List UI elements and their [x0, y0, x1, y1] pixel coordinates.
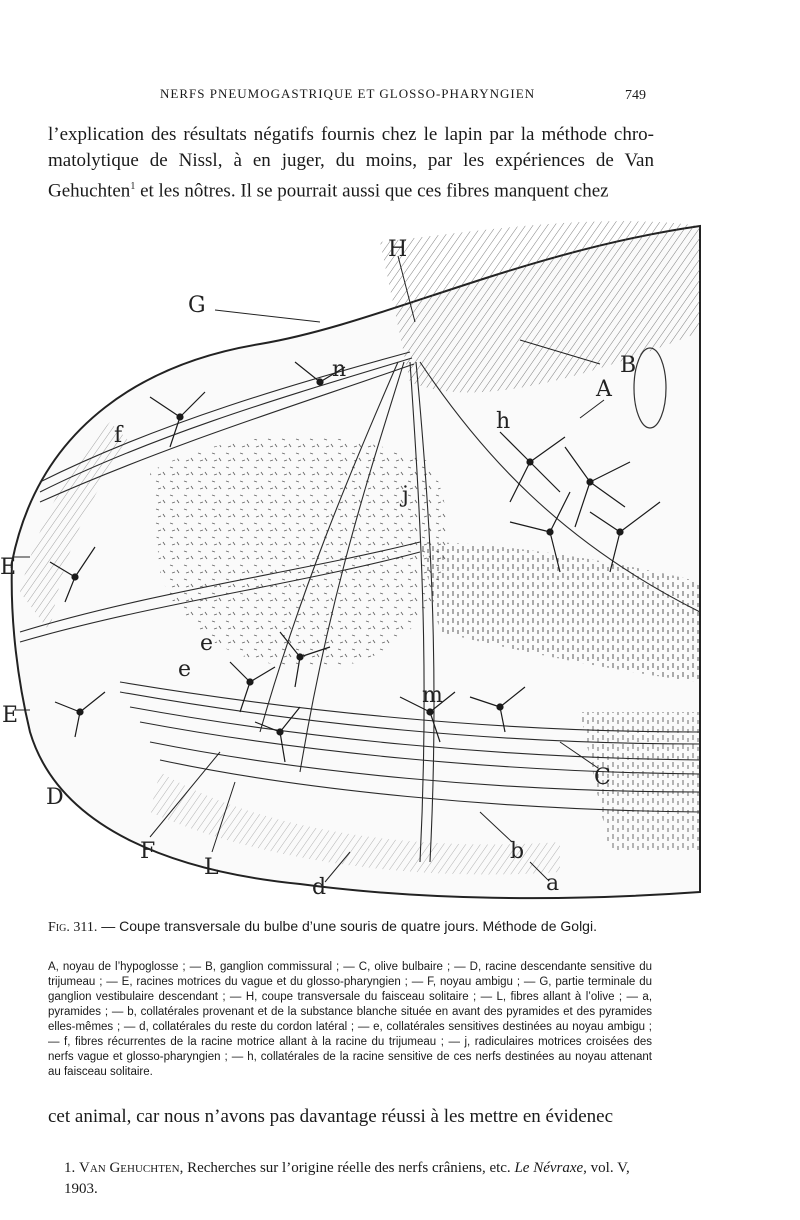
legend-item: — h, collatérales de la racine sensitive de ces nerfs destinées au noyau attenant au faisceau solitaire. [48, 1051, 652, 1078]
bottom-paragraph: cet animal, car nous n’avons pas davantage réussi à les mettre en évidenec [48, 1106, 614, 1127]
fig-label-h: h [496, 409, 511, 434]
legend-item: — C, olive bulbaire ; [339, 961, 451, 973]
legend-item: — d, collatérales du reste du cordon latéral ; [120, 1021, 355, 1033]
fig-label-D: D [46, 785, 64, 810]
footnote-rest: , vol. V, 1903. [64, 1160, 630, 1197]
fig-label-j: j [402, 483, 409, 508]
fig-label-e-2: e [178, 657, 192, 682]
golgi-figure [0, 212, 800, 912]
caption-text: — Coupe transversale du bulbe d’une souris de quatre jours. Méthode de Golgi. [97, 918, 597, 934]
fig-label-b: b [510, 839, 525, 864]
fig-label-G: G [188, 293, 206, 318]
fig-label-n: n [332, 357, 347, 382]
footnote-marker: 1 [130, 181, 136, 192]
top-paragraph [48, 122, 654, 204]
legend-item: — G, partie terminale du ganglion vestibulaire descendant ; [48, 976, 652, 1003]
fig-label-m: m [422, 683, 443, 708]
fig-label-C: C [594, 765, 611, 790]
fig-label-A: A [596, 377, 612, 402]
fig-label-B: B [620, 353, 637, 378]
legend-item: — a, pyramides ; [48, 991, 653, 1018]
fig-label-L: L [204, 855, 219, 880]
footnote [64, 1158, 654, 1200]
text-line: l’explication des résultats négatifs fournis chez le lapin par la méthode chro- [48, 124, 654, 145]
legend-item: — j, radiculaires motrices croisées des nerfs vague et glosso-pharyngien ; [48, 1036, 652, 1063]
legend-item: — E, racines motrices du vague et du glosso-pharyngien ; [102, 976, 408, 988]
fig-label-d: d [312, 875, 327, 900]
legend-item: — e, collatérales sensitives destinées au noyau ambigu ; [354, 1021, 652, 1033]
fig-label-H: H [388, 237, 408, 262]
running-title: NERFS PNEUMOGASTRIQUE ET GLOSSO-PHARYNGIEN [160, 86, 536, 101]
medulla-section-drawing [0, 212, 800, 912]
footnote-text: , Recherches sur l’origine réelle des nerfs crâniens, etc. [179, 1160, 515, 1176]
text-line: matolytique de Nissl, à en juger, du moins, par les expériences de Van [48, 150, 654, 171]
legend-item: — f, fibres récurrentes de la racine motrice allant à la racine du trijumeau ; [48, 1036, 444, 1048]
figure-caption [48, 918, 648, 936]
legend-item: — F, noyau ambigu ; [407, 976, 521, 988]
legend-item: — B, ganglion commissural ; [185, 961, 340, 973]
figure-legend [48, 960, 652, 1080]
figure-number: Fig. 311. [48, 920, 98, 935]
footnote-journal: Le Névraxe [514, 1160, 584, 1176]
legend-item: A, noyau de l’hypoglosse ; [48, 961, 186, 973]
legend-item: — L, fibres allant à l’olive ; [476, 991, 623, 1003]
legend-item: — b, collatérales provenant et de la substance blanche située en avant des pyramides et des pyramides elles-mêmes ; [48, 1006, 652, 1033]
legend-item: — H, coupe transversale du faisceau solitaire ; [225, 991, 477, 1003]
legend-item: — D, racine descendante sensitive du trijumeau ; [48, 961, 652, 988]
footnote-number: 1. [64, 1160, 79, 1176]
fig-label-f: f [114, 423, 123, 448]
fig-label-a: a [546, 871, 560, 896]
text-line: Gehuchten [48, 180, 131, 202]
fig-label-E-upper: E [0, 555, 17, 580]
fig-label-E-lower: E [2, 703, 19, 728]
fig-label-e-1: e [200, 631, 214, 656]
fig-label-F: F [140, 839, 156, 864]
page-number: 749 [625, 88, 646, 103]
footnote-author: Van Gehuchten [79, 1160, 180, 1176]
text-line: et les nôtres. Il se pourrait aussi que ces fibres manquent chez [135, 180, 609, 202]
